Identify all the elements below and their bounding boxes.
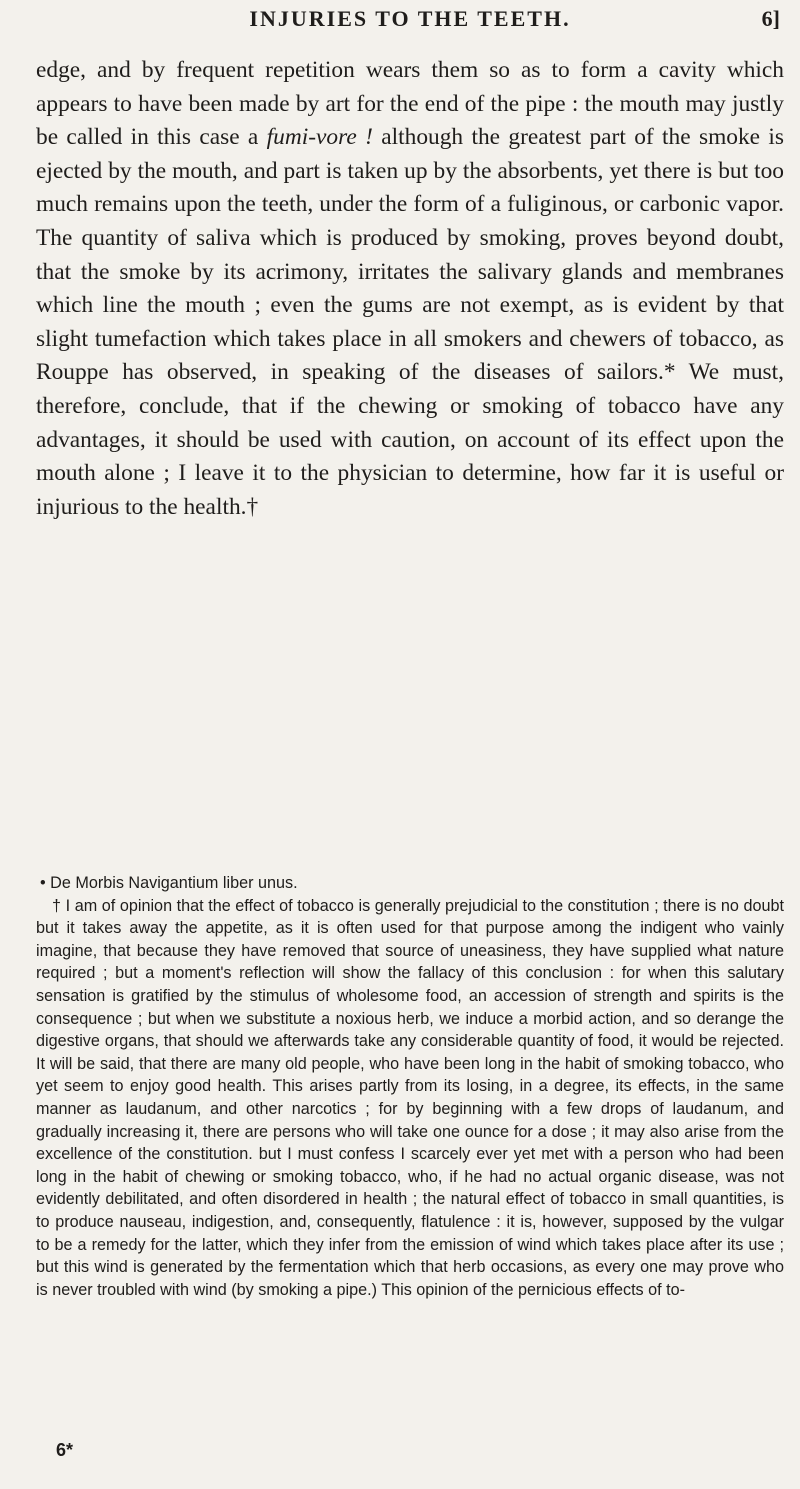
running-head: INJURIES TO THE TEETH. bbox=[249, 6, 571, 31]
footnotes bbox=[36, 872, 784, 1301]
body-text-part-1: edge, and by frequent repetition wears them so as to form a cavity which appears to have been made by art for the end of the pipe : the mouth may justly be called in this case a bbox=[36, 57, 784, 151]
signature-mark: 6* bbox=[56, 1440, 74, 1460]
body-paragraph bbox=[36, 54, 784, 524]
page-number: 6] bbox=[761, 6, 780, 31]
body-text-part-2: although the greatest part of the smoke is ejected by the mouth, and part is taken up by the absorbents, yet there is but too much remains upon the teeth, under the form of a fuliginous, or carbonic vapor. The quantity of saliva which is produced by smoking, proves beyond doubt, that the smoke by its acrimony, irritates the salivary glands and membranes which line the mouth ; even the gums are not exempt, as is evident by that slight tumefaction which takes place in all smokers and chewers of tobacco, as Rouppe has observed, in speaking of the diseases of sailors.* We must, therefore, conclude, that if the chewing or smoking of tobacco have any advantages, it should be used with caution, on account of its effect upon the mouth alone ; I leave it to the physician to determine, how far it is useful or injurious to the health.† bbox=[36, 124, 784, 520]
page-header bbox=[40, 6, 780, 42]
main-text bbox=[36, 54, 784, 524]
footnote-2: † I am of opinion that the effect of tobacco is generally prejudicial to the constitution ; there is no doubt but it takes away the appetite, as it is often used for that purpose among the indigent who vainly imagine, that because they have removed that source of uneasiness, they have supplied what nature required ; but a moment's reflection will show the fallacy of this conclusion : for when this salutary sensation is gratified by the stimulus of wholesome food, an accession of strength and spirits is the consequence ; but when we substitute a noxious herb, we induce a morbid action, and so derange the digestive organs, that should we afterwards take any considerable quantity of food, it would be rejected. It will be said, that there are many old people, who have been long in the habit of smoking tobacco, who yet seem to enjoy good health. This arises partly from its losing, in a degree, its effects, in the same manner as laudanum, and other narcotics ; for by beginning with a few drops of laudanum, and gradually increasing it, there are persons who will take one ounce for a dose ; it may also arise from the excellence of the constitution. but I must confess I scarcely ever yet met with a person who had been long in the habit of chewing or smoking tobacco, who, if he had no actual organic disease, was not evidently debilitated, and often disordered in health ; the natural effect of tobacco in small quantities, is to produce nauseau, indigestion, and, consequently, flatulence : it is, however, supposed by the vulgar to be a remedy for the latter, which they infer from the emission of wind which takes place after its use ; but this wind is generated by the fermentation which that herb occasions, as every one may prove who is never troubled with wind (by smoking a pipe.) This opinion of the pernicious effects of to- bbox=[36, 896, 784, 1299]
italic-term: fumi-vore ! bbox=[266, 124, 373, 151]
footnote-1: • De Morbis Navigantium liber unus. bbox=[40, 874, 298, 892]
